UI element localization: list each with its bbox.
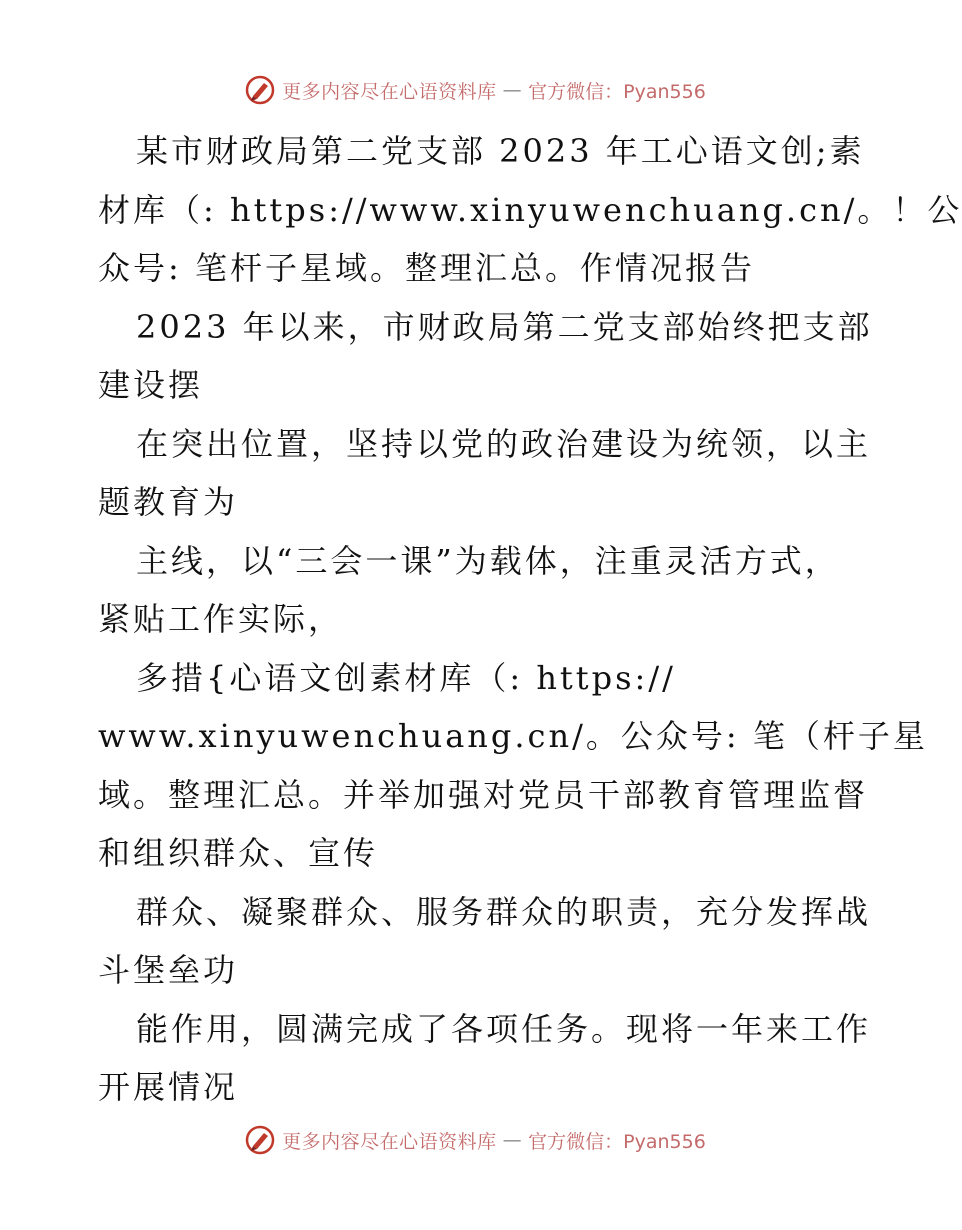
body-text-line: 和组织群众、宣传: [98, 834, 379, 872]
document-body: [98, 122, 962, 1117]
body-text-line: 在突出位置，坚持以党的政治建设为统领，以主: [136, 424, 872, 463]
body-text-line: 建设摆: [98, 366, 204, 404]
watermark-dash: —: [502, 79, 523, 101]
body-text-line: 能作用，圆满完成了各项任务。现将一年来工作: [136, 1009, 872, 1048]
footer-watermark: [0, 1122, 950, 1158]
body-text-line: 斗堡垒功: [98, 951, 239, 989]
body-text-line: 群众、凝聚群众、服务群众的职责，充分发挥战: [136, 892, 872, 931]
watermark-suffix-text: 官方微信：Pyan556: [528, 80, 706, 103]
body-text-line: 开展情况: [98, 1068, 239, 1106]
body-text-line: 紧贴工作实际，: [98, 600, 344, 638]
watermark-main-text: 更多内容尽在心语资料库: [282, 80, 497, 103]
body-text-line: 题教育为: [98, 483, 239, 521]
body-text-line: 主线，以“三会一课”为载体，注重灵活方式，: [136, 541, 840, 580]
body-text-line: 域。整理汇总。并举加强对党员干部教育管理监督: [98, 775, 869, 814]
watermark-suffix-text: 官方微信：Pyan556: [528, 1130, 706, 1153]
pen-logo-icon: [244, 74, 276, 106]
body-text-line: 多措{心语文创素材库（: https://: [136, 658, 676, 697]
body-text-line: 材库（: https://www.xinyuwenchuang.cn/。！公: [98, 190, 962, 229]
header-watermark: [0, 72, 950, 108]
pen-logo-icon: [244, 1124, 276, 1156]
body-text-line: 某市财政局第二党支部 2023 年工心语文创;素: [136, 132, 865, 170]
watermark-main-text: 更多内容尽在心语资料库: [282, 1130, 497, 1153]
body-text-line: 众号: 笔杆子星域。整理汇总。作情况报告: [98, 249, 755, 287]
body-text-line: 2023 年以来，市财政局第二党支部始终把支部: [136, 307, 873, 346]
watermark-dash: —: [502, 1129, 523, 1151]
body-text-line: www.xinyuwenchuang.cn/。公众号: 笔（杆子星: [98, 717, 928, 755]
